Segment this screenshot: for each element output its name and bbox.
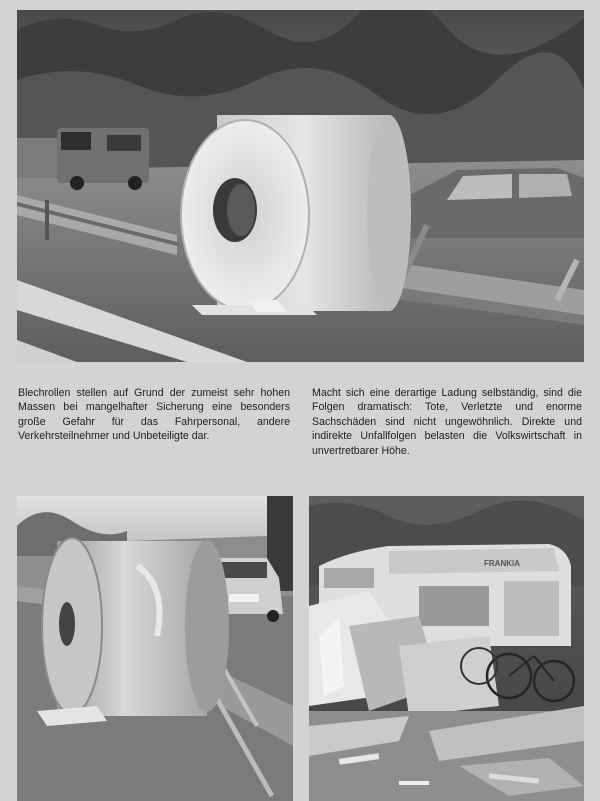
caption-right: Macht sich eine derartige Ladung selbständig, sind die Folgen dramatisch: Tote, Verletzte und enorme Sachschäden sind nicht ungewöhnlich. Direkte und indirekte Unfallfolgen belasten die Volkswirtschaft in unvertretbarer Höhe. <box>312 387 582 457</box>
photo-crashed-caravan-image <box>309 496 584 801</box>
photo-coil-with-car-image <box>17 496 293 801</box>
photo-steel-coil-on-highway <box>17 10 584 362</box>
caravan-brand-label <box>484 559 520 568</box>
photo-steel-coil-on-highway-image <box>17 10 584 362</box>
photo-crashed-caravan <box>309 496 584 801</box>
caravan-brand-text: FRANKIA <box>484 559 520 568</box>
photo-coil-with-car <box>17 496 293 801</box>
caption-left: Blechrollen stellen auf Grund der zumeist sehr hohen Massen bei mangelhafter Sicherung eine besonders große Gefahr für das Fahrpersonal, andere Verkehrsteilnehmer und Unbeteiligte dar. <box>18 387 290 443</box>
